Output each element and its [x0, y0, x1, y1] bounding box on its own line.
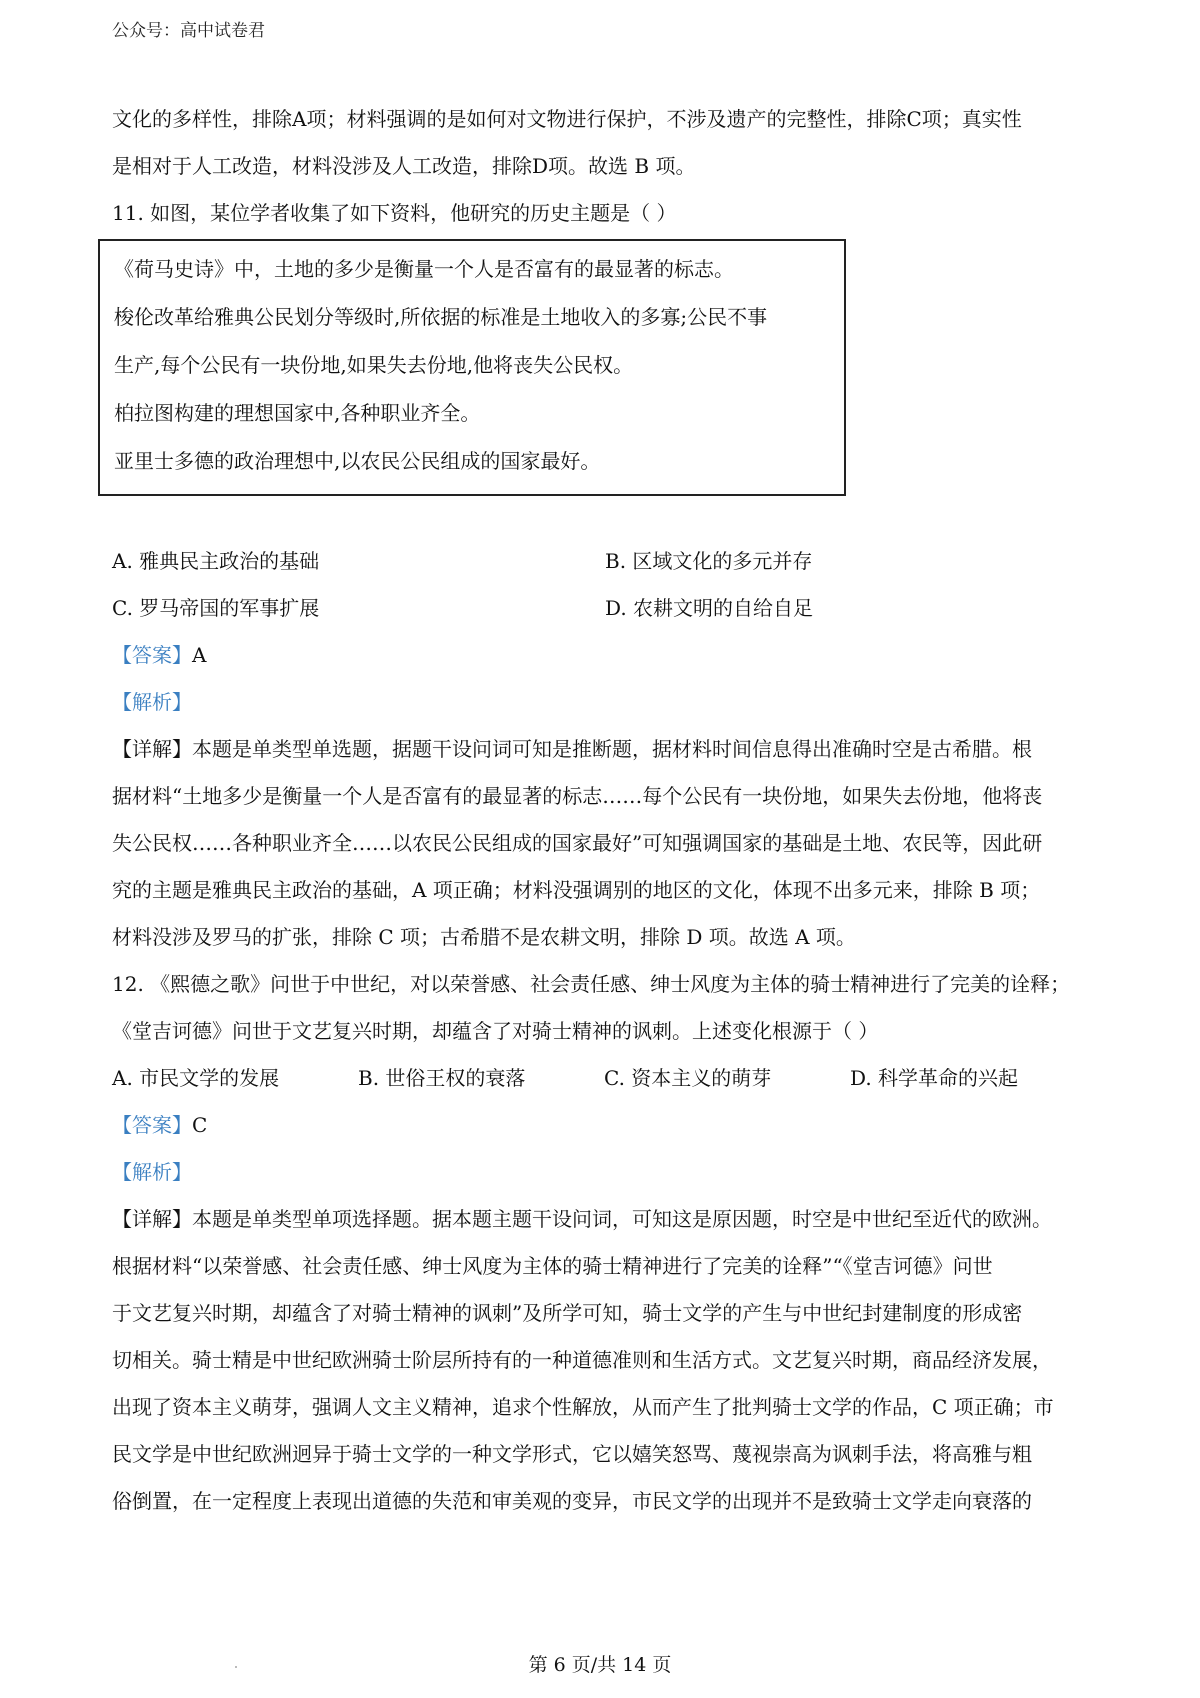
material-line: 柏拉图构建的理想国家中,各种职业齐全。 [114, 401, 481, 425]
q11-detail-line: 据材料“土地多少是衡量一个人是否富有的最显著的标志……每个公民有一块份地，如果失去份地，他将丧 [112, 784, 1043, 808]
material-line: 亚里士多德的政治理想中,以农民公民组成的国家最好。 [114, 449, 601, 473]
q11-detail-line: 究的主题是雅典民主政治的基础，A 项正确；材料没强调别的地区的文化，体现不出多元来，排除 B 项； [112, 878, 1041, 902]
q11-material-box [98, 239, 846, 496]
q11-analysis-label: 【解析】 [112, 690, 192, 714]
q12-option-a: A. 市民文学的发展 [112, 1066, 280, 1090]
q12-stem-line: 《堂吉诃德》问世于文艺复兴时期，却蕴含了对骑士精神的讽刺。上述变化根源于（ ） [112, 1019, 879, 1043]
q12-detail-line: 俗倒置，在一定程度上表现出道德的失范和审美观的变异，市民文学的出现并不是致骑士文学走向衰落的 [112, 1489, 1032, 1513]
page-footer: 第 6 页/共 14 页 [528, 1654, 672, 1676]
q12-detail-line: 根据材料“以荣誉感、社会责任感、绅士风度为主体的骑士精神进行了完美的诠释”“《堂吉诃德》问世 [112, 1254, 993, 1278]
answer-label: 【答案】 [112, 643, 192, 667]
q11-detail-line: 材料没涉及罗马的扩张，排除 C 项；古希腊不是农耕文明，排除 D 项。故选 A 项。 [112, 925, 856, 949]
intro-line: 是相对于人工改造，材料没涉及人工改造，排除D项。故选 B 项。 [112, 154, 696, 178]
q11-option-a: A. 雅典民主政治的基础 [112, 549, 320, 573]
q12-detail-line: 切相关。骑士精是中世纪欧洲骑士阶层所持有的一种道德准则和生活方式。文艺复兴时期，商品经济发展， [112, 1348, 1052, 1372]
q11-options [112, 538, 1102, 632]
answer-label: 【答案】 [112, 1113, 192, 1137]
material-line: 《荷马史诗》中，土地的多少是衡量一个人是否富有的最显著的标志。 [114, 257, 734, 281]
q12-options [112, 1055, 1102, 1102]
q11-option-c: C. 罗马帝国的军事扩展 [112, 596, 320, 620]
intro-line: 文化的多样性，排除A项；材料强调的是如何对文物进行保护，不涉及遗产的完整性，排除C项；真实性 [112, 107, 1022, 131]
page-header: 公众号：高中试卷君 [112, 21, 265, 41]
q11-detail-line: 【详解】本题是单类型单选题，据题干设问词可知是推断题，据材料时间信息得出准确时空是古希腊。根 [112, 737, 1032, 761]
q12-detail-line: 于文艺复兴时期，却蕴含了对骑士精神的讽刺”及所学可知，骑士文学的产生与中世纪封建制度的形成密 [112, 1301, 1023, 1325]
q12-detail-line: 民文学是中世纪欧洲迥异于骑士文学的一种文学形式，它以嬉笑怒骂、蔑视崇高为讽刺手法，将高雅与粗 [112, 1442, 1032, 1466]
q12-stem-line: 12. 《熙德之歌》问世于中世纪，对以荣誉感、社会责任感、绅士风度为主体的骑士精神进行了完美的诠释； [112, 972, 1071, 996]
answer-value: C [192, 1113, 208, 1137]
q12-option-d: D. 科学革命的兴起 [850, 1066, 1019, 1090]
q12-detail-line: 出现了资本主义萌芽，强调人文主义精神，追求个性解放，从而产生了批判骑士文学的作品，C 项正确；市 [112, 1395, 1054, 1419]
material-line: 梭伦改革给雅典公民划分等级时,所依据的标准是土地收入的多寡;公民不事 [114, 305, 768, 329]
q12-detail-line: 【详解】本题是单类型单项选择题。据本题主题干设问词，可知这是原因题，时空是中世纪至近代的欧洲。 [112, 1207, 1052, 1231]
q11-stem: 11. 如图，某位学者收集了如下资料，他研究的历史主题是（ ） [112, 201, 677, 225]
q11-answer [112, 632, 1102, 679]
q11-detail-line: 失公民权……各种职业齐全……以农民公民组成的国家最好”可知强调国家的基础是土地、农民等，因此研 [112, 831, 1043, 855]
material-line: 生产,每个公民有一块份地,如果失去份地,他将丧失公民权。 [114, 353, 634, 377]
q12-option-c: C. 资本主义的萌芽 [604, 1066, 772, 1090]
document-body [112, 96, 1102, 1525]
q12-analysis-label: 【解析】 [112, 1160, 192, 1184]
q11-option-b: B. 区域文化的多元并存 [605, 549, 813, 573]
answer-value: A [192, 643, 207, 667]
q11-option-d: D. 农耕文明的自给自足 [605, 596, 814, 620]
q12-option-b: B. 世俗王权的衰落 [358, 1066, 526, 1090]
q12-answer [112, 1102, 1102, 1149]
